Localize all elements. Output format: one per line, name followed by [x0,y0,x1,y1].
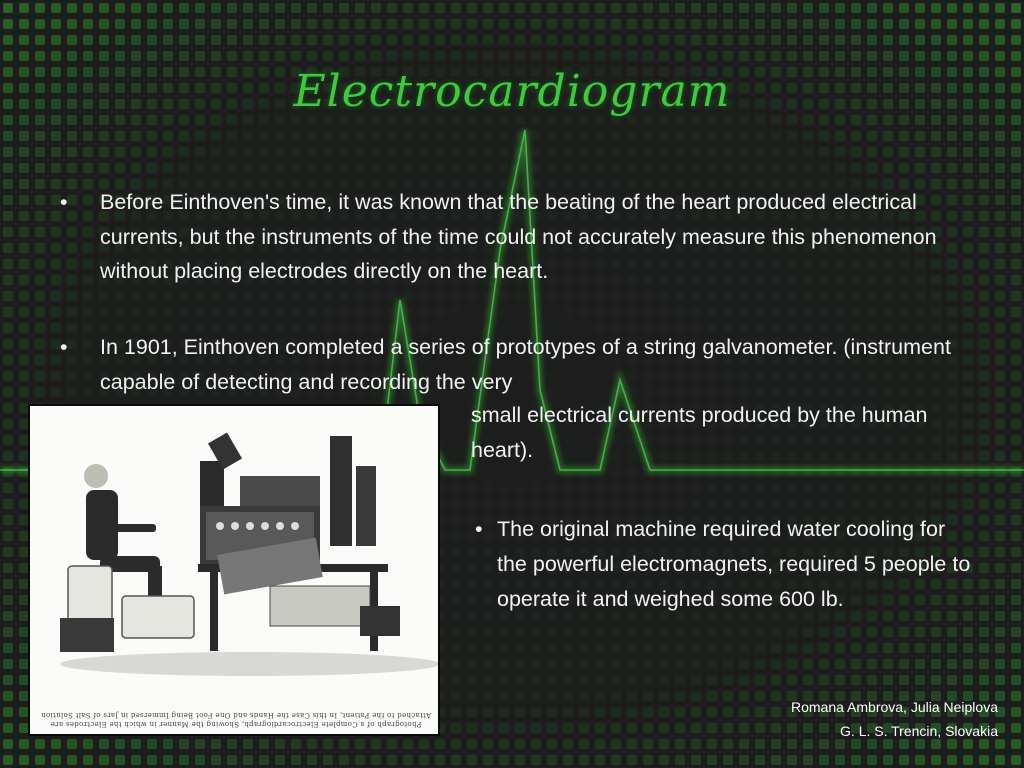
sub-bullet-item [475,512,977,617]
bullet-list [60,185,960,293]
bullet-2-text-part2: small electrical currents produced by the human heart). [471,403,928,462]
bullet-item: • Before Einthoven's time, it was known that the beating of the heart produced electrical currents, but the instruments of the time could not accurately measure this phenomenon without placing electrodes directly on the heart. [60,185,960,289]
historical-ecg-photo [28,404,440,736]
sub-bullet-text: The original machine required water cooling for the powerful electromagnets, required 5 people to operate it and weighed some 600 lb. [497,517,971,611]
bullet-marker: • [475,517,483,541]
bullet-item-2 [60,330,980,399]
slide-title: Electrocardiogram [293,66,731,117]
bullet-2-text-part1: In 1901, Einthoven completed a series of prototypes of a string galvanometer. (instrument capable of detecting and recording the very [100,335,951,394]
footer-authors: Romana Ambrova, Julia Neiplova [791,699,998,715]
bullet-marker: • [60,335,68,359]
photo-caption: Photograph of a Complete Electrocardiograph, Showing the Manner in which the Electrodes are Attached to the Patient, In this Case the Hands and One Foot Being Immersed in Jars of Salt Solution [40,711,432,728]
footer-credits [791,695,998,743]
footer-school: G. L. S. Trencin, Slovakia [840,723,998,739]
galvanometer-machine [198,433,400,651]
ecg-machine-illustration [30,406,438,696]
